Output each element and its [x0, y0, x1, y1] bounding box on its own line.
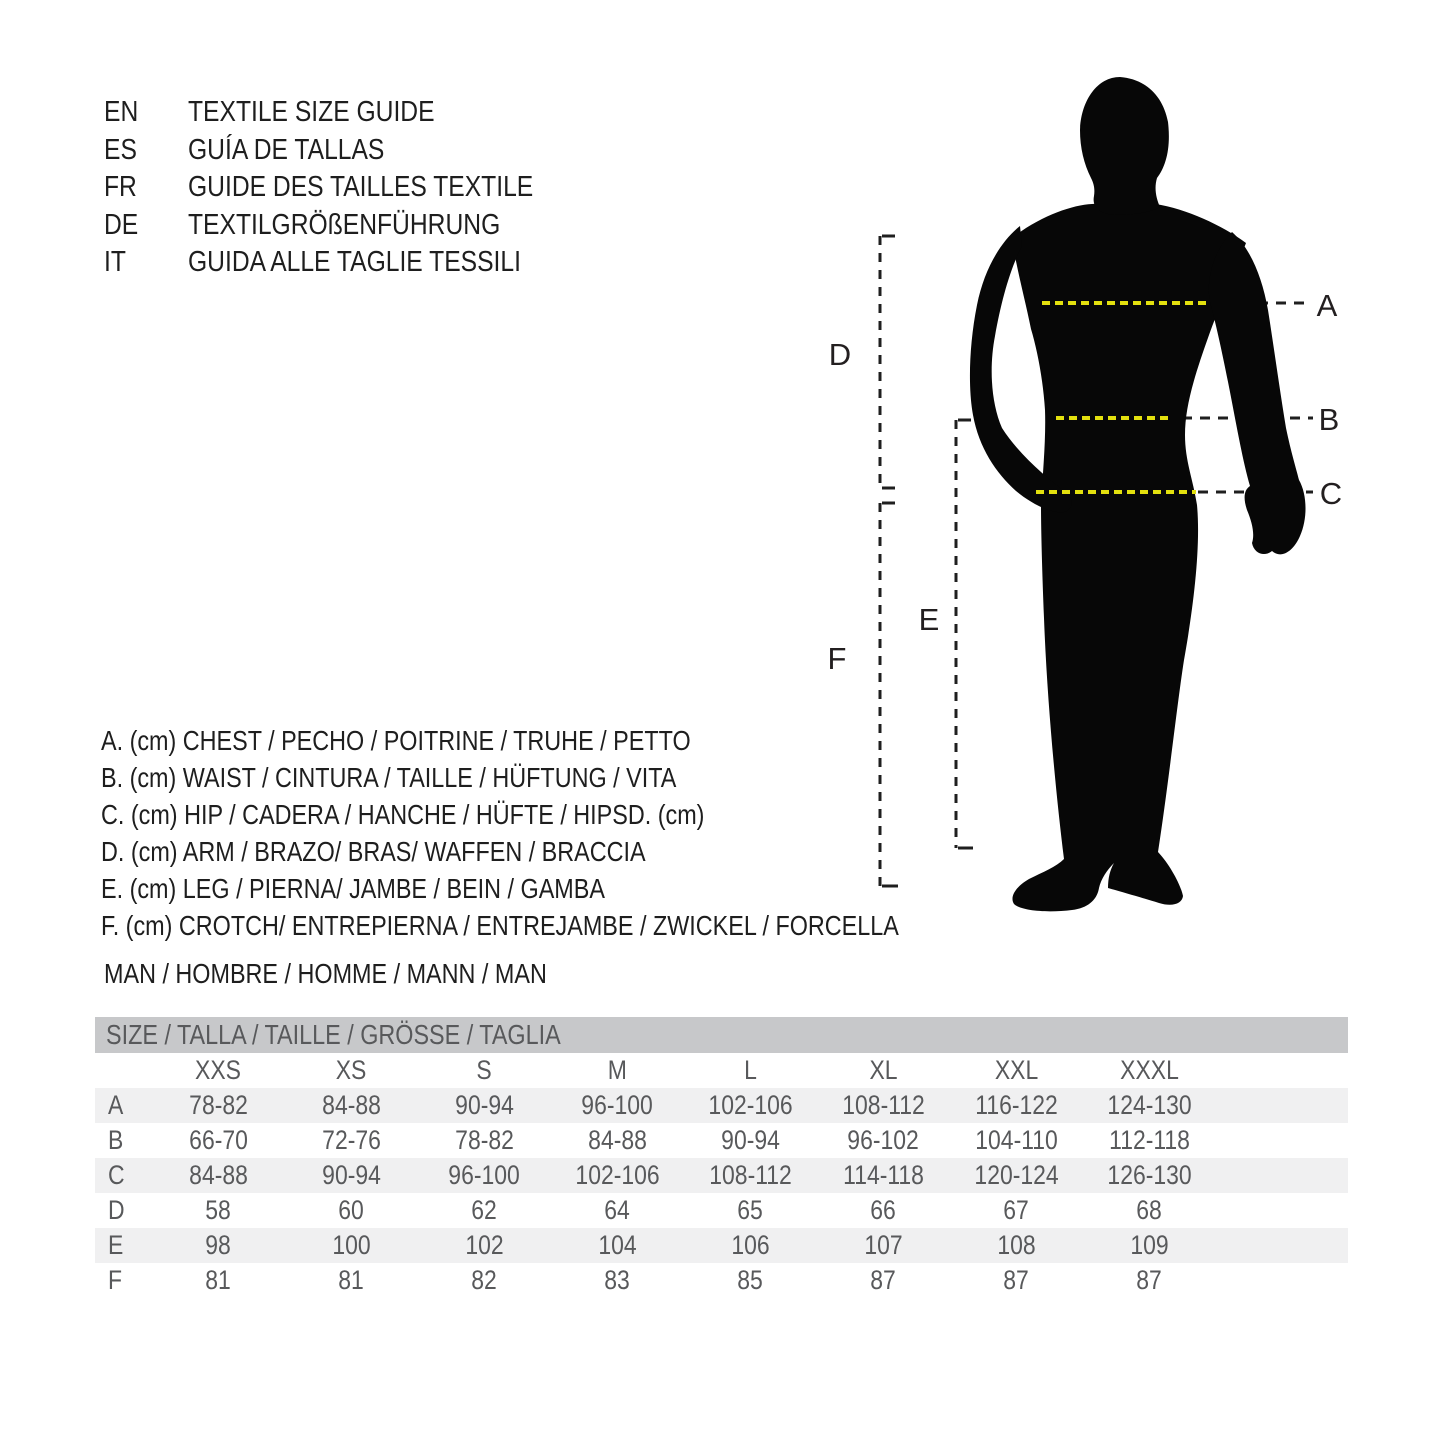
cell: 106 [731, 1230, 770, 1260]
category-line [104, 958, 625, 990]
row-label: D [108, 1195, 125, 1225]
language-code: IT [104, 246, 126, 279]
cell: 102 [465, 1230, 504, 1260]
cell: 109 [1130, 1230, 1169, 1260]
legend-item-d [101, 833, 1040, 870]
cell: 84-88 [588, 1125, 647, 1155]
legend-text: D. (cm) ARM / BRAZO/ BRAS/ WAFFEN / BRACCIA [101, 835, 646, 867]
table-row-e [95, 1228, 1348, 1263]
size-table-header-bar [95, 1017, 1348, 1053]
cell: 78-82 [189, 1090, 248, 1120]
language-title: GUIDE DES TAILLES TEXTILE [188, 171, 534, 204]
language-row-fr [104, 169, 594, 207]
cell: 81 [338, 1265, 365, 1295]
cell: 64 [604, 1195, 631, 1225]
label-b: B [1318, 402, 1340, 437]
cell: 62 [471, 1195, 498, 1225]
cell: 124-130 [1107, 1090, 1192, 1120]
label-e: E [918, 602, 940, 637]
size-col-xl: XL [869, 1055, 898, 1085]
cell: 116-122 [975, 1090, 1058, 1120]
legend-text: A. (cm) CHEST / PECHO / POITRINE / TRUHE / PETTO [101, 724, 691, 756]
language-code: FR [104, 171, 137, 204]
label-f: F [827, 641, 847, 676]
cell: 96-100 [448, 1160, 521, 1190]
size-col-m: M [607, 1055, 628, 1085]
legend-item-b [101, 759, 1040, 796]
language-code: EN [104, 96, 139, 129]
size-table-title: SIZE / TALLA / TAILLE / GRÖSSE / TAGLIA [106, 1019, 561, 1050]
table-row-f [95, 1263, 1348, 1298]
legend-text: B. (cm) WAIST / CINTURA / TAILLE / HÜFTUNG / VITA [101, 761, 677, 793]
size-col-xxs: XXS [195, 1055, 242, 1085]
cell: 90-94 [322, 1160, 381, 1190]
label-c: C [1319, 476, 1343, 511]
language-code: ES [104, 133, 137, 166]
cell: 66 [870, 1195, 897, 1225]
cell: 66-70 [189, 1125, 248, 1155]
legend-item-e [101, 870, 1040, 907]
language-title-block [104, 94, 594, 282]
table-row-b [95, 1123, 1348, 1158]
row-label: A [108, 1090, 124, 1120]
cell: 65 [737, 1195, 764, 1225]
cell: 90-94 [721, 1125, 780, 1155]
table-row-a [95, 1088, 1348, 1123]
cell: 67 [1003, 1195, 1030, 1225]
category-text: MAN / HOMBRE / HOMME / MANN / MAN [104, 958, 547, 989]
cell: 83 [604, 1265, 631, 1295]
language-title: GUÍA DE TALLAS [188, 133, 385, 166]
cell: 108-112 [842, 1090, 925, 1120]
cell: 114-118 [843, 1160, 924, 1190]
language-title: GUIDA ALLE TAGLIE TESSILI [188, 246, 521, 279]
cell: 96-102 [847, 1125, 920, 1155]
row-label: E [108, 1230, 124, 1260]
language-code: DE [104, 208, 139, 241]
cell: 108 [997, 1230, 1036, 1260]
label-d: D [828, 337, 852, 372]
language-row-it [104, 244, 594, 282]
legend-item-a [101, 722, 1040, 759]
cell: 84-88 [322, 1090, 381, 1120]
cell: 72-76 [322, 1125, 381, 1155]
cell: 85 [737, 1265, 764, 1295]
legend-text: C. (cm) HIP / CADERA / HANCHE / HÜFTE / HIPSD. (cm) [101, 798, 705, 830]
cell: 60 [338, 1195, 365, 1225]
measurement-legend [101, 722, 1040, 944]
cell: 87 [870, 1265, 897, 1295]
language-row-es [104, 132, 594, 170]
size-col-xxxl: XXXL [1120, 1055, 1179, 1085]
cell: 81 [205, 1265, 232, 1295]
cell: 87 [1003, 1265, 1030, 1295]
cell: 108-112 [709, 1160, 792, 1190]
size-table [95, 1017, 1348, 1298]
row-label: C [108, 1160, 125, 1190]
legend-item-c [101, 796, 1040, 833]
legend-text: E. (cm) LEG / PIERNA/ JAMBE / BEIN / GAMBA [101, 872, 605, 904]
language-row-de [104, 207, 594, 245]
cell: 120-124 [974, 1160, 1059, 1190]
cell: 84-88 [189, 1160, 248, 1190]
legend-item-f [101, 907, 1040, 944]
cell: 78-82 [455, 1125, 514, 1155]
row-label: B [108, 1125, 124, 1155]
language-title: TEXTILGRÖßENFÜHRUNG [188, 208, 501, 241]
cell: 98 [205, 1230, 232, 1260]
size-header-row [95, 1053, 1348, 1088]
size-col-xs: XS [336, 1055, 367, 1085]
row-label: F [108, 1265, 123, 1295]
cell: 102-106 [708, 1090, 793, 1120]
cell: 104 [598, 1230, 637, 1260]
cell: 68 [1136, 1195, 1163, 1225]
cell: 82 [471, 1265, 498, 1295]
cell: 102-106 [575, 1160, 660, 1190]
cell: 96-100 [581, 1090, 654, 1120]
cell: 87 [1136, 1265, 1163, 1295]
cell: 58 [205, 1195, 232, 1225]
table-row-c [95, 1158, 1348, 1193]
language-title: TEXTILE SIZE GUIDE [188, 96, 435, 129]
cell: 107 [864, 1230, 903, 1260]
size-col-l: L [744, 1055, 757, 1085]
silhouette-torso-legs [1012, 203, 1246, 912]
silhouette-head [1080, 77, 1169, 215]
cell: 100 [332, 1230, 371, 1260]
label-a: A [1316, 288, 1338, 323]
size-col-xxl: XXL [994, 1055, 1039, 1085]
legend-text: F. (cm) CROTCH/ ENTREPIERNA / ENTREJAMBE / ZWICKEL / FORCELLA [101, 909, 899, 941]
cell: 90-94 [455, 1090, 514, 1120]
size-col-s: S [476, 1055, 493, 1085]
language-row-en [104, 94, 594, 132]
cell: 112-118 [1109, 1125, 1190, 1155]
silhouette-right-arm [1209, 232, 1306, 554]
cell: 104-110 [975, 1125, 1058, 1155]
cell: 126-130 [1107, 1160, 1192, 1190]
table-row-d [95, 1193, 1348, 1228]
